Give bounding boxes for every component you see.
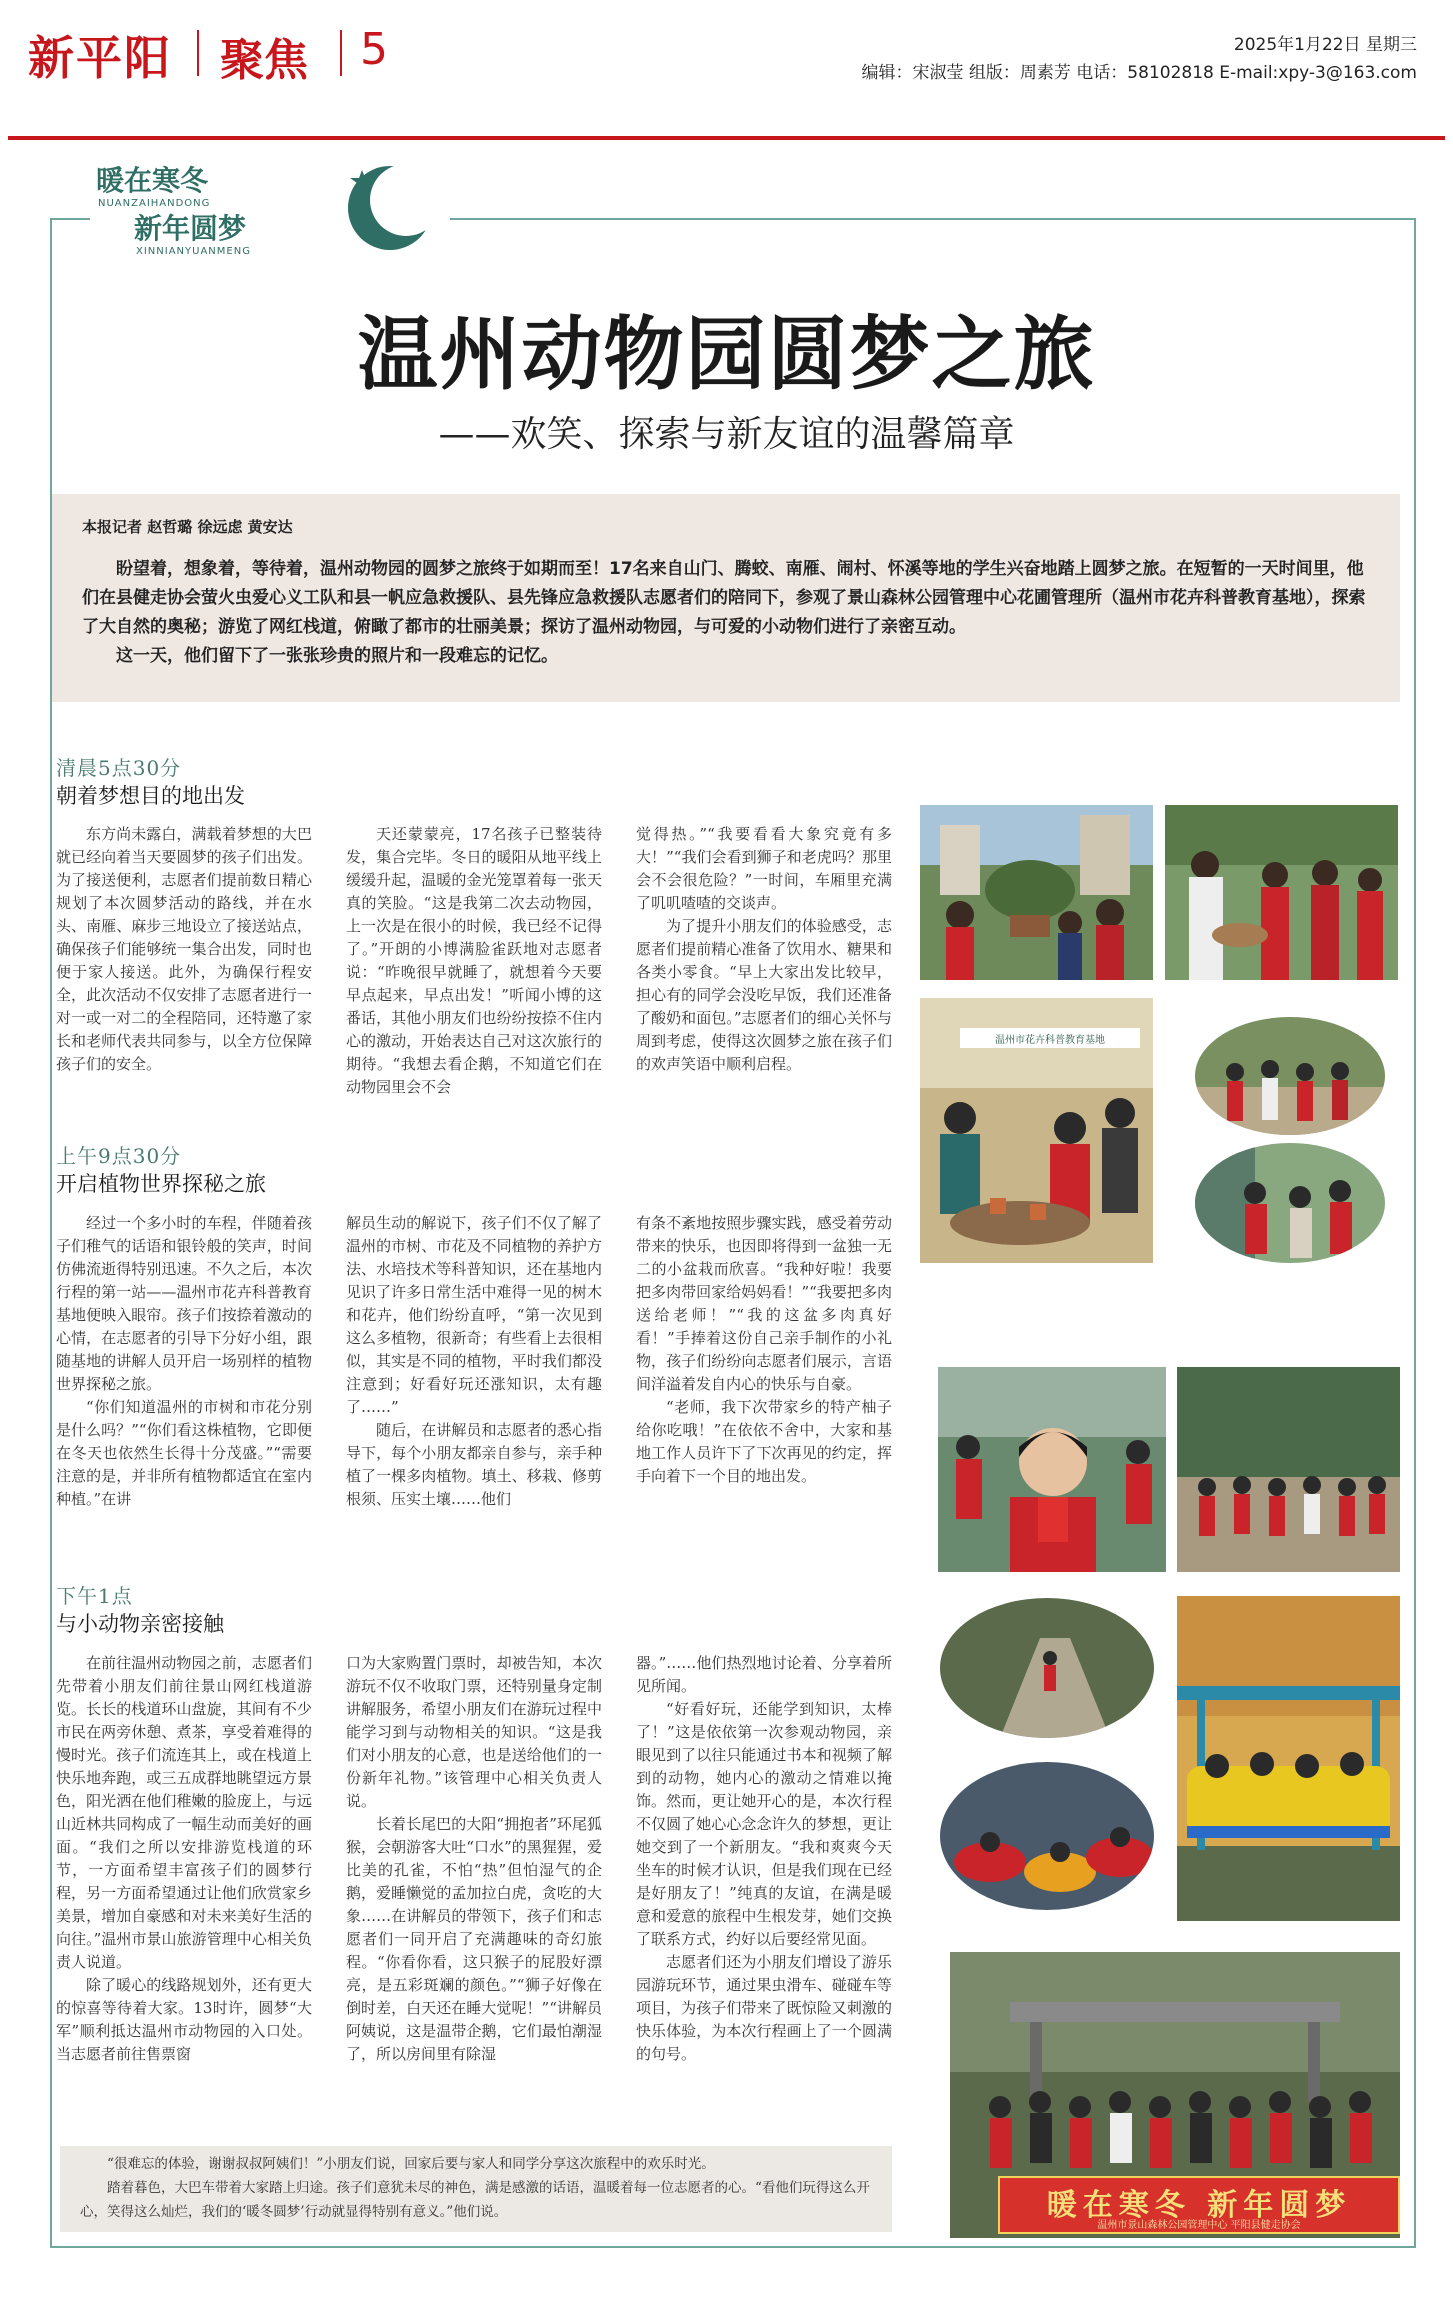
- closing-paragraph: 踏着暮色，大巴车带着大家踏上归途。孩子们意犹未尽的神色，满是感激的话语，温暖着每一位志愿者的心。“看他们玩得这么开心，笑得这么灿烂，我们的‘暖冬圆梦’行动就显得特别有意义。”他们说。: [80, 2180, 870, 2220]
- text-column: [56, 1212, 312, 1511]
- paragraph: 随后，在讲解员和志愿者的悉心指导下，每个小朋友都亲自参与，亲手种植了一棵多肉植物。填土、移栽、修剪根须、压实土壤……他们: [346, 1421, 602, 1508]
- text-column: [636, 823, 892, 1076]
- paragraph: 觉得热。”“我要看看大象究竟有多大！”“我们会看到狮子和老虎吗？那里会不会很危险？”一时间，车厢里充满了叽叽喳喳的交谈声。: [636, 825, 892, 912]
- section-time: 上午9点30分: [56, 1144, 182, 1168]
- newspaper-logo: 新平阳: [28, 31, 172, 85]
- section-heading: 朝着梦想目的地出发: [56, 784, 245, 808]
- paragraph: 器。”……他们热烈地讨论着、分享着所见所闻。: [636, 1654, 892, 1695]
- masthead-rule: [8, 136, 1445, 140]
- text-column: [346, 1652, 602, 2066]
- text-column: [56, 823, 312, 1076]
- section-heading: 与小动物亲密接触: [56, 1612, 224, 1636]
- photo-tree-walk: [1177, 1367, 1400, 1572]
- text-column: [636, 1212, 892, 1488]
- paragraph: “你们知道温州的市树和市花分别是什么吗？”“你们看这株植物，它即便在冬天也依然生长得十分茂盛。”“需要注意的是，并非所有植物都适宜在室内种植。”在讲: [56, 1398, 312, 1508]
- article-title: 温州动物园圆梦之旅: [357, 308, 1096, 401]
- text-column: [56, 1652, 312, 2066]
- photo-oval-group: [1195, 1017, 1385, 1135]
- photo-sign-text: 温州市花卉科普教育基地: [995, 1035, 1105, 1046]
- badge-line2: 新年圆梦: [134, 212, 247, 245]
- paragraph: 口为大家购置门票时，却被告知，本次游玩不仅不收取门票，还特别量身定制讲解服务，希望小朋友们在游玩过程中能学习到与动物相关的知识。“这是我们对小朋友的心意，也是送给他们的一份新年礼物。”该管理中心相关负责人说。: [346, 1654, 602, 1810]
- photo-oval-path: [940, 1598, 1155, 1738]
- paragraph: 解员生动的解说下，孩子们不仅了解了温州的市树、市花及不同植物的养护方法、水培技术等科普知识，还在基地内见识了许多日常生活中难得一见的树木和花卉，他们纷纷直呼，“第一次见到这么多植物，很新奇；有些看上去很相似，其实是不同的植物，平时我们都没注意到；好看好玩还涨知识，太有趣了……”: [346, 1214, 602, 1416]
- banner-subtitle: 温州市景山森林公园管理中心 平阳县健走协会: [1097, 2220, 1301, 2231]
- section-heading: 开启植物世界探秘之旅: [56, 1172, 266, 1196]
- closing-text: [80, 2152, 880, 2224]
- paragraph: 天还蒙蒙亮，17名孩子已整装待发，集合完毕。冬日的暖阳从地平线上缓缓升起，温暖的金光笼罩着每一张天真的笑脸。“这是我第二次去动物园，上一次是在很小的时候，我已经不记得了。”开朗的小博满脸雀跃地对志愿者说：“昨晚很早就睡了，就想着今天要早点起来，早点出发！”听闻小博的这番话，其他小朋友们也纷纷按捺不住内心的激动，开始表达自己对这次旅行的期待。“我想去看企鹅，不知道它们在动物园里会不会: [346, 825, 602, 1096]
- issue-date: 2025年1月22日 星期三: [1233, 35, 1417, 55]
- article-subtitle: ——欢笑、探索与新友谊的温馨篇章: [438, 414, 1015, 455]
- photo-planting-succulents: [920, 998, 1153, 1263]
- column-badge: [90, 152, 450, 264]
- lead-paragraph: 这一天，他们留下了一张张珍贵的照片和一段难忘的记忆。: [116, 646, 558, 666]
- lead-paragraphs: [82, 555, 1372, 671]
- paragraph: 经过一个多小时的车程，伴随着孩子们稚气的话语和银铃般的笑声，时间仿佛流逝得特别迅速。不久之后，本次行程的第一站——温州市花卉科普教育基地便映入眼帘。孩子们按捺着激动的心情，在志愿者的引导下分好小组，跟随基地的讲解人员开启一场别样的植物世界探秘之旅。: [56, 1214, 312, 1393]
- badge-pinyin2: XINNIANYUANMENG: [136, 246, 251, 257]
- text-column: [346, 823, 602, 1099]
- masthead-divider: [197, 30, 199, 76]
- text-column: [636, 1652, 892, 2066]
- badge-line1: 暖在寒冬: [96, 164, 209, 197]
- paragraph: 志愿者们还为小朋友们增设了游乐园游玩环节，通过果虫滑车、碰碰车等项目，为孩子们带来了既惊险又刺激的快乐体验，为本次行程画上了一个圆满的句号。: [636, 1953, 892, 2063]
- paragraph: 为了提升小朋友们的体验感受，志愿者们提前精心准备了饮用水、糖果和各类小零食。“早上大家出发比较早，担心有的同学会没吃早饭，我们还准备了酸奶和面包。”志愿者们的细心关怀与周到考虑，使得这次圆梦之旅在孩子们的欢声笑语中顺利启程。: [636, 917, 892, 1073]
- photo-girl-portrait: [938, 1367, 1166, 1572]
- paragraph: 东方尚未露白，满载着梦想的大巴就已经向着当天要圆梦的孩子们出发。为了接送便利，志愿者们提前数日精心规划了本次圆梦活动的路线，并在水头、南雁、麻步三地设立了接送站点，确保孩子们能够统一集合出发，同时也便于家人接送。此外，为确保行程安全，此次活动不仅安排了志愿者进行一对一或一对二的全程陪同，还特邀了家长和老师代表共同参与，以全方位保障孩子们的安全。: [56, 825, 312, 1073]
- paragraph: 除了暖心的线路规划外，还有更大的惊喜等待着大家。13时许，圆梦“大军”顺利抵达温州市动物园的入口处。当志愿者前往售票窗: [56, 1976, 312, 2063]
- closing-paragraph: “很难忘的体验，谢谢叔叔阿姨们！”小朋友们说，回家后要与家人和同学分享这次旅程中的欢乐时光。: [107, 2156, 715, 2172]
- photo-children-bonsai: [920, 805, 1153, 980]
- section-time: 清晨5点30分: [56, 756, 182, 780]
- section-name: 聚焦: [220, 35, 308, 86]
- section-time: 下午1点: [56, 1584, 133, 1608]
- paragraph: 有条不紊地按照步骤实践，感受着劳动带来的快乐，也因即将得到一盆独一无二的小盆栽而欣喜。“我种好啦！我要把多肉带回家给妈妈看！”“我要把多肉送给老师！”“我的这盆多肉真好看！”手捧着这份自己亲手制作的小礼物，孩子们纷纷向志愿者们展示，言语间洋溢着发自内心的快乐与自豪。: [636, 1214, 892, 1393]
- photo-plant-tray: [1165, 805, 1398, 980]
- page-number: 5: [360, 24, 388, 75]
- badge-pinyin1: NUANZAIHANDONG: [98, 198, 211, 209]
- reporter-byline: 本报记者 赵哲璐 徐远虑 黄安达: [82, 518, 293, 536]
- masthead-divider: [340, 30, 342, 76]
- paragraph: 在前往温州动物园之前，志愿者们先带着小朋友们前往景山网红栈道游览。长长的栈道环山盘旋，其间有不少市民在两旁休憩、煮茶，享受着难得的慢时光。孩子们流连其上，或在栈道上快乐地奔跑，或三五成群地眺望远方景色，阳光洒在他们稚嫩的脸庞上，与远山近林共同构成了一幅生动而美好的画面。“我们之所以安排游览栈道的环节，一方面希望丰富孩子们的圆梦行程，另一方面希望通过让他们欣赏家乡美景，增加自豪感和对未来美好生活的向往。”温州市景山旅游管理中心相关负责人说道。: [56, 1654, 312, 1971]
- text-column: [346, 1212, 602, 1511]
- photo-oval-bumper-cars: [940, 1762, 1155, 1910]
- photo-roller-coaster: [1177, 1596, 1400, 1921]
- paragraph: 长着长尾巴的大阳“拥抱者”环尾狐猴，会朝游客大吐“口水”的黑猩猩，爱比美的孔雀，不怕“热”但怕湿气的企鹅，爱睡懒觉的孟加拉白虎，贪吃的大象……在讲解员的带领下，孩子们和志愿者们一同开启了充满趣味的奇幻旅程。“你看你看，这只猴子的屁股好漂亮，是五彩斑斓的颜色。”“狮子好像在倒时差，白天还在睡大觉呢！”“讲解员阿姨说，这是温带企鹅，它们最怕潮湿了，所以房间里有除湿: [346, 1815, 602, 2063]
- paragraph: “老师，我下次带家乡的特产柚子给你吃哦！”在依依不舍中，大家和基地工作人员许下了下次再见的约定，挥手向着下一个目的地出发。: [636, 1398, 892, 1485]
- banner-title: 暖在寒冬 新年圆梦: [1046, 2188, 1352, 2223]
- editor-credits: 编辑：宋淑莹 组版：周素芳 电话：58102818 E-mail:xpy-3@163.com: [861, 63, 1417, 83]
- lead-paragraph: 盼望着，想象着，等待着，温州动物园的圆梦之旅终于如期而至！17名来自山门、腾蛟、南雁、闹村、怀溪等地的学生兴奋地踏上圆梦之旅。在短暂的一天时间里，他们在县健走协会萤火虫爱心义工队和县一帆应急救援队、县先锋应急救援队志愿者们的陪同下，参观了景山森林公园管理中心花圃管理所（温州市花卉科普教育基地），探索了大自然的奥秘；游览了网红栈道，俯瞰了都市的壮丽美景；探访了温州动物园，与可爱的小动物们进行了亲密互动。: [82, 559, 1366, 637]
- photo-oval-learning: [1195, 1143, 1385, 1263]
- paragraph: “好看好玩，还能学到知识，太棒了！”这是依依第一次参观动物园，亲眼见到了以往只能通过书本和视频了解到的动物，她内心的激动之情难以掩饰。然而，更让她开心的是，本次行程不仅圆了她心心念念许久的梦想，更让她交到了一个新朋友。“我和爽爽今天坐车的时候才认识，但是我们现在已经是好朋友了！”纯真的友谊，在满是暖意和爱意的旅程中生根发芽，她们交换了联系方式，约好以后要经常见面。: [636, 1700, 892, 1948]
- group-photo-banner: [998, 2176, 1400, 2234]
